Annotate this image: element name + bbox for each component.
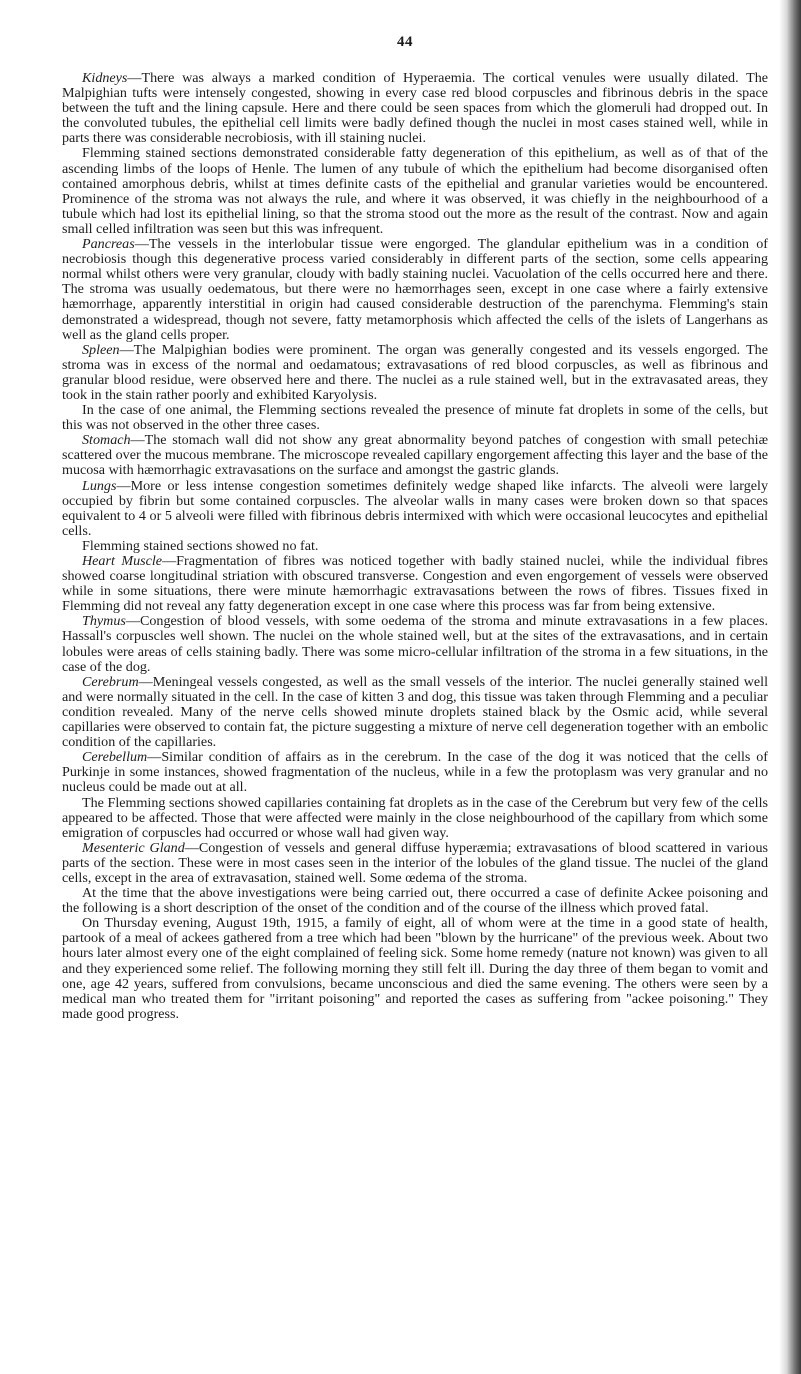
paragraph-heading: Spleen bbox=[82, 341, 120, 358]
paragraph-cerebellum bbox=[62, 750, 768, 795]
paragraph-text: In the case of one animal, the Flemming sections revealed the presence of minute fat droplets in some of the cells, but this was not observed in the other three cases. bbox=[62, 402, 768, 434]
paragraph-text: On Thursday evening, August 19th, 1915, a family of eight, all of whom were at the time in a good state of health, partook of a meal of ackees gathered from a tree which had been "blown by the hurricane" of the previous week. About two hours later almost every one of the eight complained of feeling sick. Some home remedy (nature not known) was given to all and they experienced some relief. The following morning they still felt ill. During the day three of them began to vomit and one, age 42 years, suffered from convulsions, became unconscious and died the same evening. The others were seen by a medical man who treated them for "irritant poisoning" and reported the cases as suffering from "ackee poisoning." They made good progress. bbox=[62, 915, 768, 1022]
paragraph-text: Flemming stained sections demonstrated considerable fatty degeneration of this epithelium, as well as of that of the ascending limbs of the loops of Henle. The lumen of any tubule of which the epithelium had become disorganised often contained amorphous debris, whilst at times definite casts of the epithelial and granular varieties would be encountered. Prominence of the stroma was not always the rule, and where it was observed, it was chiefly in the neighbourhood of a tubule which had lost its epithelial lining, so that the stroma stood out the more as the result of the contrast. Now and again small celled infiltration was seen but this was infrequent. bbox=[62, 145, 768, 237]
page-number: 44 bbox=[397, 34, 413, 50]
paragraph-text: At the time that the above investigations were being carried out, there occurred a case of definite Ackee poisoning and the following is a short description of the onset of the condition and of the course of the illness which proved fatal. bbox=[62, 885, 768, 917]
paragraph-text: —Fragmentation of fibres was noticed together with badly stained nuclei, while the individual fibres showed coarse longitudinal striation with obscured transverse. Congestion and even engorgement of vessels were observed while in some situations, there were minute hæmorrhagic extravasations between the rows of fibres. Tissues fixed in Flemming did not reveal any fatty degeneration except in one case where this process was far from being extensive. bbox=[62, 553, 768, 615]
paragraph-ackee-case bbox=[62, 916, 768, 1022]
paragraph-text: —More or less intense congestion sometimes definitely wedge shaped like infarcts. The alveoli were largely occupied by fibrin but some contained corpuscles. The alveolar walls in many cases were broken down so that spaces equivalent to 4 or 5 alveoli were filled with fibrinous debris intermixed with which were occasional leucocytes and epithelial cells. bbox=[62, 477, 768, 539]
paragraph-heading: Pancreas bbox=[82, 236, 135, 253]
paragraph-cerebrum bbox=[62, 675, 768, 750]
paragraph-ackee-intro bbox=[62, 886, 768, 916]
paragraph-heading: Stomach bbox=[82, 432, 131, 449]
paragraph-heading: Lungs bbox=[82, 477, 117, 494]
scan-page-edge bbox=[779, 0, 801, 1374]
paragraph-text: The Flemming sections showed capillaries containing fat droplets as in the case of the Cerebrum but very few of the cells appeared to be affected. Those that were affected were mainly in the close neighbourhood of the capillary from which some emigration of corpuscles had occurred or whose wall had given way. bbox=[62, 794, 768, 841]
paragraph-text: —There was always a marked condition of Hyperaemia. The cortical venules were usually dilated. The Malpighian tufts were intensely congested, showing in every case red blood corpuscles and fibrinous debris in the space between the tuft and the lining capsule. Here and there could be seen spaces from which the glomeruli had dropped out. In the convoluted tubules, the epithelial cell limits were badly defined though the nuclei in most cases stained well, while in parts there was considerable necrobiosis, with ill staining nuclei. bbox=[62, 70, 768, 147]
paragraph-spleen bbox=[62, 343, 768, 403]
paragraph-stomach bbox=[62, 433, 768, 478]
paragraph-text: —The Malpighian bodies were prominent. The organ was generally congested and its vessels engorged. The stroma was in excess of the normal and oedamatous; extravasations of red blood corpuscles, as well as fibrinous and granular blood residue, were observed here and there. The nuclei as a rule stained well, but in the extravasated areas, they took in the stain rather poorly and exhibited Karyolysis. bbox=[62, 341, 768, 403]
paragraph-text: —Congestion of blood vessels, with some oedema of the stroma and minute extravasations in a few places. Hassall's corpuscles well shown. The nuclei on the whole stained well, but at the sites of the extravasations, and in certain lobules were areas of cells staining badly. There was some micro-cellular infiltration of the stroma in a few situations, in the case of the dog. bbox=[62, 613, 768, 675]
paragraph-heading: Kidneys bbox=[82, 70, 128, 86]
paragraph-text: Flemming stained sections showed no fat. bbox=[82, 537, 319, 554]
paragraph-heading: Thymus bbox=[82, 613, 126, 630]
paragraph-mesenteric-gland bbox=[62, 841, 768, 886]
body-text bbox=[62, 71, 768, 1022]
paragraph-kidneys bbox=[62, 71, 768, 146]
paragraph-spleen-flemming bbox=[62, 403, 768, 433]
paragraph-text: —Meningeal vessels congested, as well as the small vessels of the interior. The nuclei generally stained well and were normally situated in the cell. In the case of kitten 3 and dog, this tissue was taken through Flemming and a peculiar condition revealed. Many of the nerve cells showed minute droplets stained black by the Osmic acid, while several capillaries were observed to contain fat, the picture suggesting a mixture of nerve cell degeneration together with an embolic condition of the capillaries. bbox=[62, 673, 768, 751]
paragraph-text: —The stomach wall did not show any great abnormality beyond patches of congestion with small petechiæ scattered over the mucous membrane. The microscope revealed capillary engorgement affecting this layer and the base of the mucosa with hæmorrhagic extravasations on the surface and amongst the gastric glands. bbox=[62, 432, 768, 479]
paragraph-lungs bbox=[62, 479, 768, 539]
paragraph-text: —Similar condition of affairs as in the cerebrum. In the case of the dog it was noticed that the cells of Purkinje in some instances, showed fragmentation of the nucleus, while in a few the protoplasm was very granular and no nucleus could be made out at all. bbox=[62, 749, 768, 796]
paragraph-heading: Mesenteric Gland bbox=[82, 839, 185, 856]
paragraph-pancreas bbox=[62, 237, 768, 343]
paragraph-thymus bbox=[62, 614, 768, 674]
paragraph-heading: Heart Muscle bbox=[82, 553, 163, 569]
paragraph-heart-muscle bbox=[62, 554, 768, 614]
paragraph-kidneys-flemming bbox=[62, 146, 768, 237]
paragraph-heading: Cerebrum bbox=[82, 673, 139, 690]
paragraph-text: —The vessels in the interlobular tissue were engorged. The glandular epithelium was in a condition of necrobiosis though this degenerative process varied considerably in different parts of the section, some cells appearing normal whilst others were very granular, cloudy with badly staining nuclei. Vacuolation of the cells occurred here and there. The stroma was usually oedematous, but there were no hæmorrhages seen, except in one case where a fairly extensive hæmorrhage, apparently interstitial in origin had caused considerable destruction of the parenchyma. Flemming's stain demonstrated a widespread, though not severe, fatty metamorphosis which affected the cells of the islets of Langerhans as well as the gland cells proper. bbox=[62, 236, 768, 343]
paragraph-text: —Congestion of vessels and general diffuse hyperæmia; extravasations of blood scattered in various parts of the section. These were in most cases seen in the interior of the lobules of the gland tissue. The nuclei of the gland cells, except in the area of extravasation, stained well. Some œdema of the stroma. bbox=[62, 839, 768, 886]
paragraph-cerebellum-flemming bbox=[62, 796, 768, 841]
paragraph-heading: Cerebellum bbox=[82, 749, 148, 766]
paragraph-lungs-flemming bbox=[62, 539, 768, 554]
